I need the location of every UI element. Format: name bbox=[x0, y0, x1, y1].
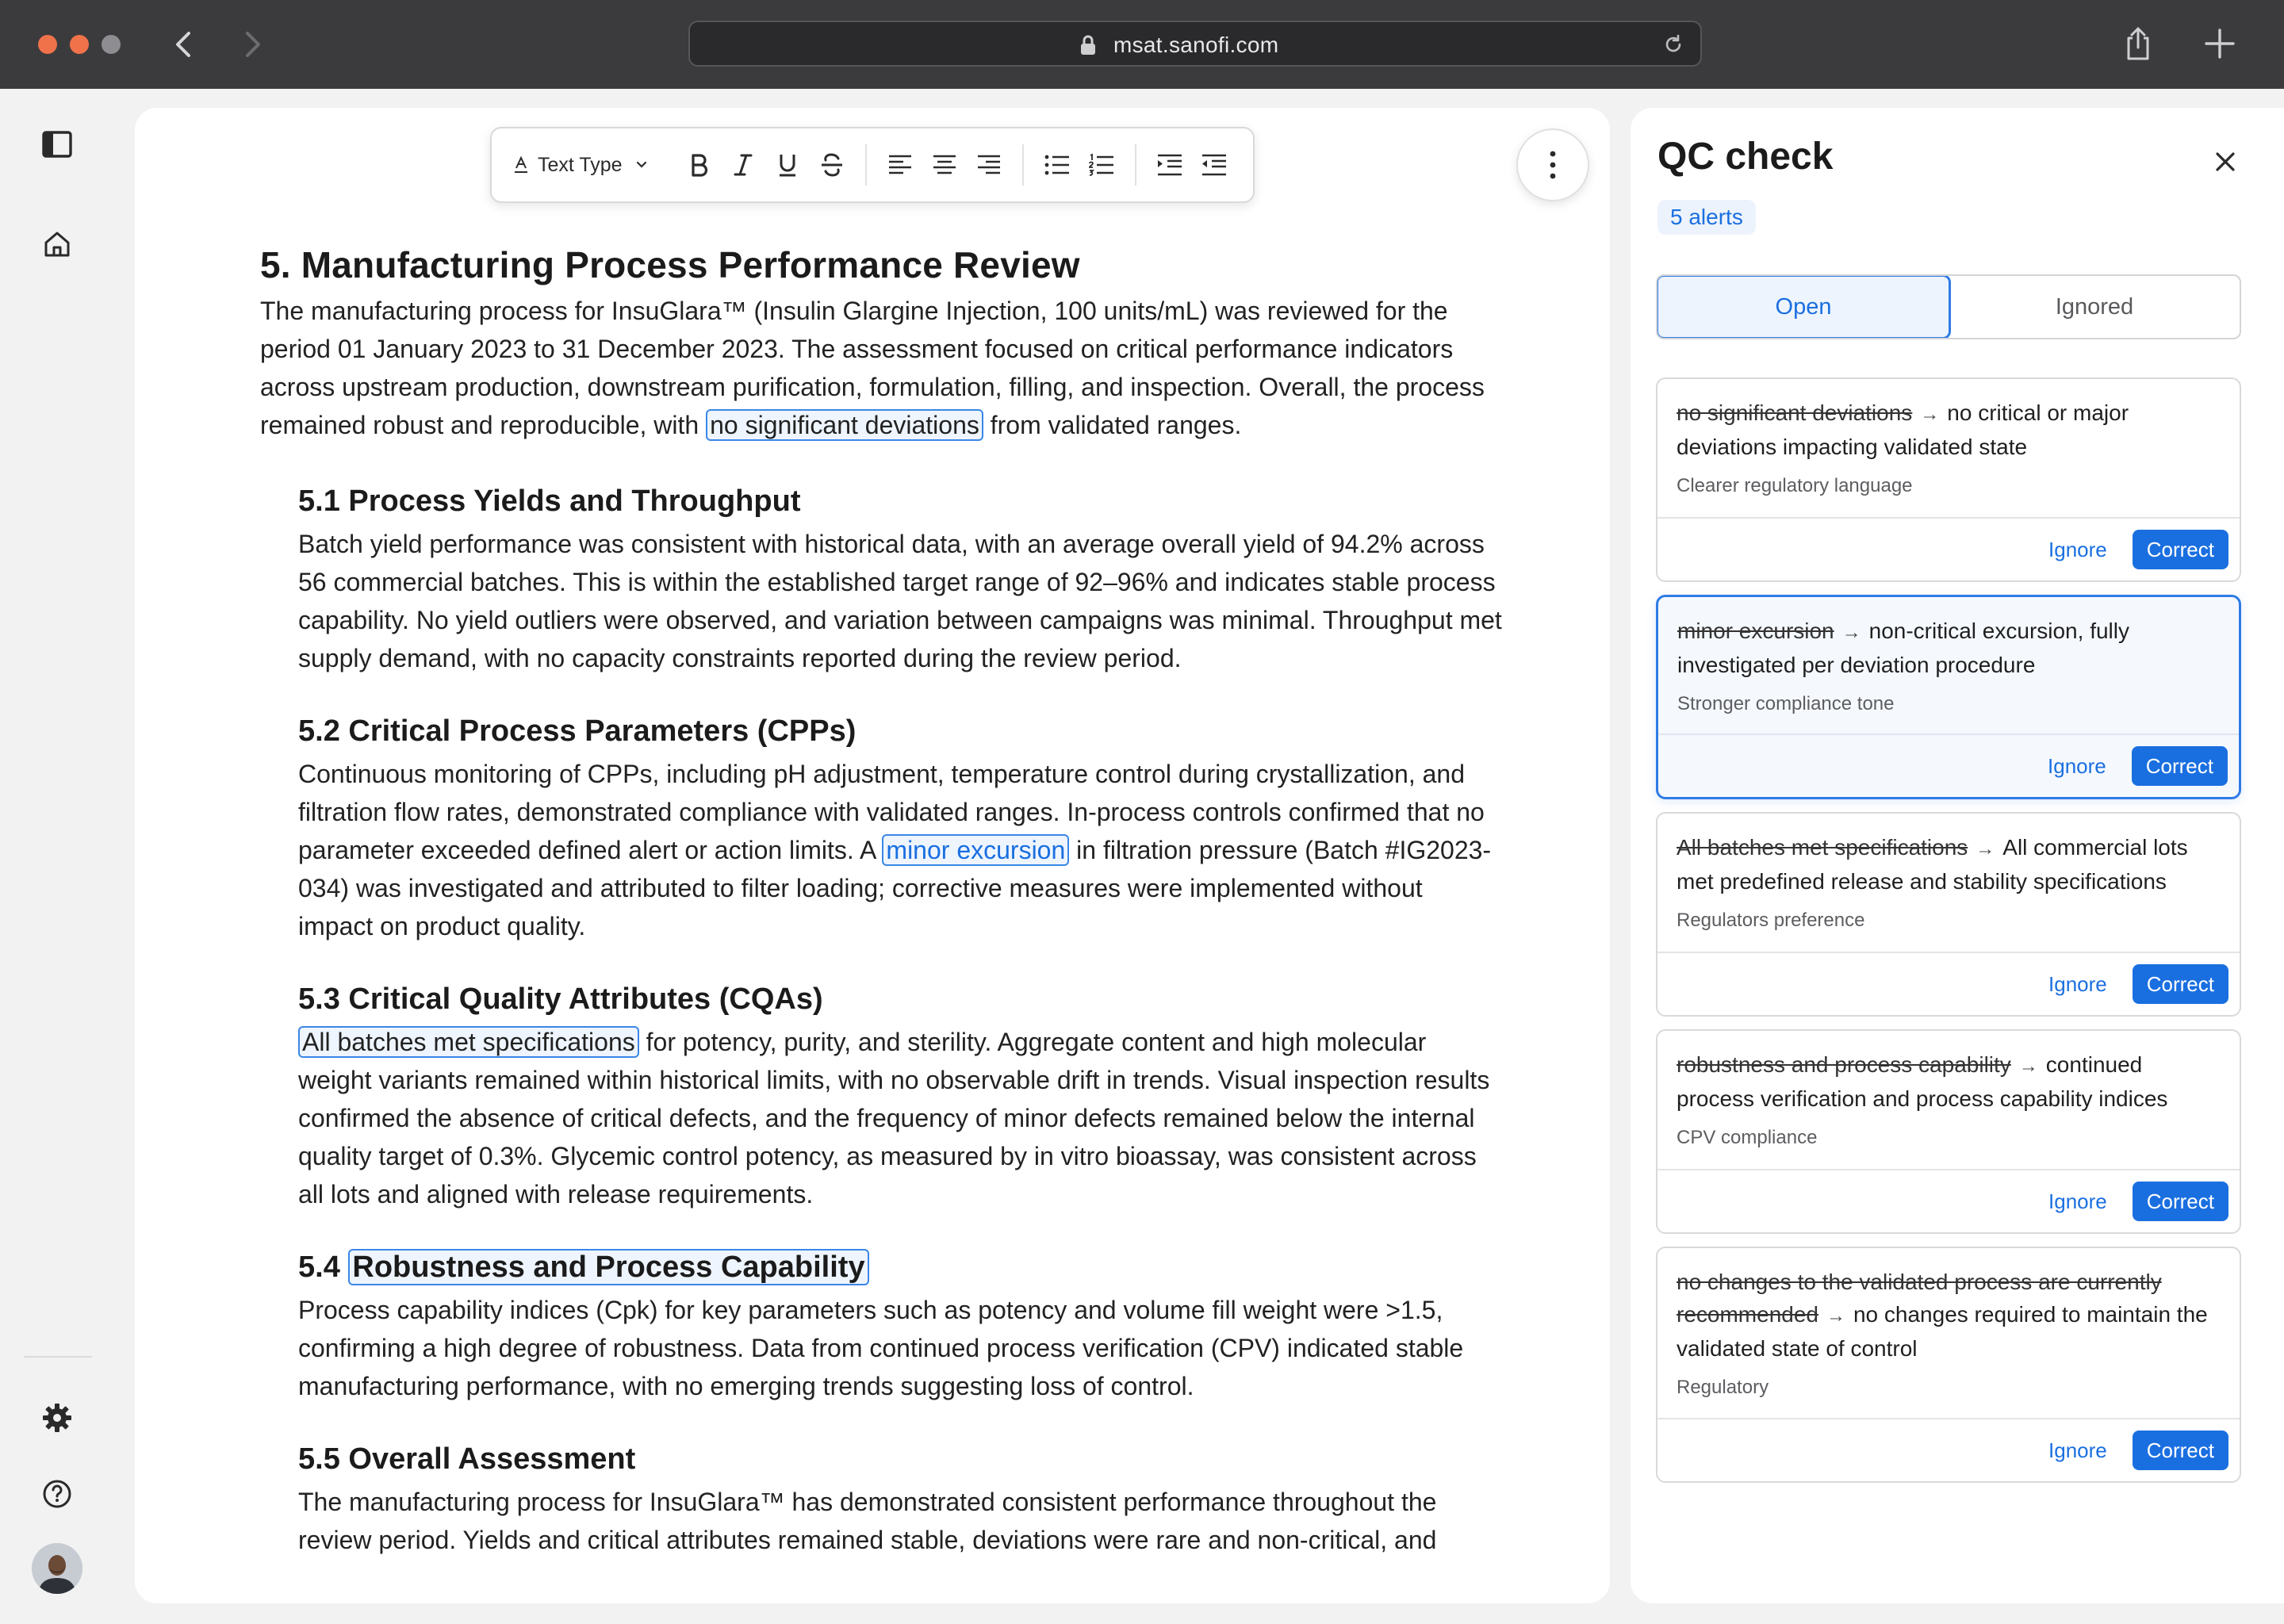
suggestion-text bbox=[1677, 1048, 2221, 1115]
suggested-phrase: non-critical excursion, fully investigated per deviation procedure bbox=[1677, 619, 2129, 677]
back-button[interactable] bbox=[167, 27, 201, 62]
align-right-button[interactable] bbox=[967, 143, 1011, 187]
suggestion-reason: Clearer regulatory language bbox=[1677, 475, 1913, 496]
indent-icon bbox=[1156, 153, 1183, 177]
flagged-phrase[interactable]: minor excursion bbox=[882, 834, 1069, 866]
section-paragraph: Batch yield performance was consistent with historical data, with an average overall yield of 94.2% across 56 commercial batches. This is within the established target range of 92–96% and indicates stable process capability. No yield outliers were observed, and variation between campaigns was minimal. Throughput met supply demand, with no capacity constraints reported during the review period. bbox=[298, 530, 1502, 672]
tab-ignored[interactable]: Ignored bbox=[2055, 293, 2134, 320]
status-tabs bbox=[1656, 274, 2241, 339]
card-actions bbox=[1657, 1418, 2240, 1481]
text-type-label: Text Type bbox=[538, 153, 623, 176]
more-vertical-icon bbox=[1548, 149, 1558, 181]
document-content[interactable] bbox=[260, 241, 1608, 1559]
section-paragraph: Process capability indices (Cpk) for key parameters such as potency and volume fill weight were >1.5, confirming a high degree of robustness. Data from continued process verification (CPV) indicated stable manufacturing performance, with no emerging trends suggesting loss of control. bbox=[298, 1296, 1464, 1400]
section-text-after: in filtration pressure (Batch #IG2023-034) was investigated and attributed to filter loading; corrective measures were implemented without impact on product quality. bbox=[298, 836, 1492, 940]
section-number: 5.4 bbox=[298, 1251, 340, 1284]
flagged-phrase[interactable]: no significant deviations bbox=[706, 409, 983, 441]
original-phrase: minor excursion bbox=[1677, 619, 1834, 643]
section-heading: 5.2 Critical Process Parameters (CPPs) bbox=[298, 714, 856, 748]
url-text: msat.sanofi.com bbox=[1113, 33, 1279, 57]
arrow-right-icon: → bbox=[2018, 1055, 2038, 1077]
ignore-button[interactable]: Ignore bbox=[2048, 971, 2107, 996]
alert-card[interactable] bbox=[1656, 1247, 2241, 1483]
align-left-button[interactable] bbox=[878, 143, 922, 187]
plus-icon bbox=[2202, 25, 2238, 62]
settings-button[interactable] bbox=[40, 1400, 75, 1435]
suggested-phrase: no critical or major deviations impacting validated state bbox=[1677, 400, 2129, 459]
document-pane bbox=[135, 108, 1610, 1603]
rail-divider bbox=[24, 1356, 92, 1358]
strikethrough-icon bbox=[819, 151, 845, 178]
bullet-list-button[interactable] bbox=[1035, 143, 1079, 187]
help-button[interactable] bbox=[40, 1477, 75, 1511]
section-heading: 5.3 Critical Quality Attributes (CQAs) bbox=[298, 982, 823, 1016]
chevron-right-icon bbox=[235, 27, 270, 62]
card-actions bbox=[1658, 733, 2239, 797]
italic-button[interactable] bbox=[721, 143, 765, 187]
bold-button[interactable] bbox=[676, 143, 721, 187]
ignore-button[interactable]: Ignore bbox=[2048, 1189, 2107, 1213]
gear-icon bbox=[40, 1400, 75, 1435]
suggestion-text bbox=[1677, 396, 2221, 463]
original-phrase: no significant deviations bbox=[1677, 400, 1913, 425]
card-actions bbox=[1657, 517, 2240, 580]
suggested-phrase: All commercial lots met predefined release and stability specifications bbox=[1677, 835, 2188, 894]
correct-button[interactable]: Correct bbox=[2133, 530, 2228, 569]
suggestion-reason: Regulators preference bbox=[1677, 910, 1865, 931]
minimize-window-button[interactable] bbox=[70, 35, 89, 54]
original-phrase: All batches met specifications bbox=[1677, 835, 1968, 860]
panel-title: QC check bbox=[1657, 136, 1834, 178]
forward-button[interactable] bbox=[235, 27, 270, 62]
section-text-after: for potency, purity, and sterility. Aggregate content and high molecular weight variants remained within historical limits, with no observable drift in trends. Visual inspection results confirmed the absence of critical defects, and the frequency of minor defects remained below the internal quality target of 0.3%. Glycemic control potency, as measured by in vitro bioassay, was consistent across all lots and aligned with release requirements. bbox=[298, 1028, 1490, 1208]
align-center-icon bbox=[932, 153, 957, 177]
outdent-icon bbox=[1201, 153, 1228, 177]
arrow-right-icon: → bbox=[1841, 622, 1861, 643]
toolbar-separator bbox=[1022, 144, 1024, 186]
indent-button[interactable] bbox=[1148, 143, 1192, 187]
close-window-button[interactable] bbox=[38, 35, 57, 54]
alert-card-selected[interactable] bbox=[1656, 595, 2241, 799]
tab-open[interactable]: Open bbox=[1656, 274, 1951, 339]
original-phrase: robustness and process capability bbox=[1677, 1052, 2011, 1077]
correct-button[interactable]: Correct bbox=[2133, 964, 2228, 1004]
section-heading: 5.5 Overall Assessment bbox=[298, 1442, 636, 1476]
alert-card[interactable] bbox=[1656, 377, 2241, 582]
new-tab-button[interactable] bbox=[2202, 25, 2238, 62]
page-title: 5. Manufacturing Process Performance Review bbox=[260, 244, 1080, 285]
align-left-icon bbox=[887, 153, 913, 177]
flagged-phrase[interactable]: All batches met specifications bbox=[298, 1026, 639, 1058]
suggestion-reason: Stronger compliance tone bbox=[1677, 693, 1895, 714]
help-icon bbox=[40, 1477, 75, 1511]
ignore-button[interactable]: Ignore bbox=[2048, 1438, 2107, 1462]
section-paragraph bbox=[298, 755, 1504, 945]
reload-icon[interactable] bbox=[1662, 33, 1684, 56]
suggestion-text bbox=[1677, 615, 2220, 681]
correct-button[interactable]: Correct bbox=[2132, 746, 2228, 786]
section-paragraph bbox=[298, 1023, 1504, 1213]
flagged-phrase[interactable]: Robustness and Process Capability bbox=[348, 1249, 868, 1285]
text-type-dropdown[interactable] bbox=[512, 143, 648, 187]
qc-panel bbox=[1631, 108, 2284, 1603]
align-center-button[interactable] bbox=[922, 143, 967, 187]
close-panel-button[interactable] bbox=[2206, 143, 2244, 181]
lock-icon bbox=[1079, 35, 1098, 56]
suggested-phrase: continued process verification and process capability indices bbox=[1677, 1052, 2168, 1111]
intro-paragraph bbox=[260, 292, 1497, 444]
toolbar-separator bbox=[1135, 144, 1136, 186]
ignore-button[interactable]: Ignore bbox=[2048, 753, 2106, 778]
correct-button[interactable]: Correct bbox=[2133, 1431, 2228, 1470]
format-toolbar bbox=[490, 127, 1255, 203]
close-icon bbox=[2206, 143, 2244, 181]
address-bar[interactable] bbox=[688, 21, 1702, 67]
toolbar-separator bbox=[865, 144, 867, 186]
share-icon bbox=[2122, 25, 2154, 62]
left-rail bbox=[0, 89, 114, 1624]
ignore-button[interactable]: Ignore bbox=[2048, 537, 2107, 561]
home-icon bbox=[40, 227, 75, 262]
suggestion-text bbox=[1677, 1266, 2221, 1365]
arrow-right-icon: → bbox=[1826, 1305, 1845, 1327]
suggestion-text bbox=[1677, 831, 2221, 898]
bold-icon bbox=[687, 151, 711, 178]
chevron-down-icon bbox=[635, 160, 648, 170]
text-style-icon bbox=[512, 155, 530, 174]
more-options-button[interactable] bbox=[1516, 128, 1589, 201]
card-actions bbox=[1657, 1169, 2240, 1232]
chevron-left-icon bbox=[167, 27, 201, 62]
card-actions bbox=[1657, 952, 2240, 1015]
section-heading: 5.1 Process Yields and Throughput bbox=[298, 485, 801, 518]
toggle-sidebar-button[interactable] bbox=[40, 127, 75, 162]
user-avatar-image bbox=[32, 1543, 82, 1594]
section-text-before: Continuous monitoring of CPPs, including pH adjustment, temperature control during crystallization, and filtration flow rates, demonstrated compliance with validated ranges. In-process controls confirmed that no parameter exceeded defined alert or action limits. A bbox=[298, 760, 1485, 864]
numbered-list-button[interactable] bbox=[1079, 143, 1124, 187]
suggestion-reason: Regulatory bbox=[1677, 1377, 1769, 1398]
suggestion-reason: CPV compliance bbox=[1677, 1127, 1818, 1148]
bullet-list-icon bbox=[1044, 153, 1071, 177]
intro-text-after: from validated ranges. bbox=[990, 411, 1242, 439]
arrow-right-icon: → bbox=[1976, 838, 1995, 860]
alert-card[interactable] bbox=[1656, 812, 2241, 1017]
numbered-list-icon bbox=[1088, 153, 1115, 177]
underline-button[interactable] bbox=[765, 143, 810, 187]
underline-icon bbox=[776, 151, 799, 178]
outdent-button[interactable] bbox=[1192, 143, 1236, 187]
original-phrase: no changes to the validated process are currently recommended bbox=[1677, 1270, 2162, 1327]
arrow-right-icon: → bbox=[1920, 404, 1940, 425]
italic-icon bbox=[731, 151, 755, 178]
section-heading bbox=[298, 1247, 1608, 1288]
alerts-badge: 5 alerts bbox=[1657, 200, 1756, 235]
section-paragraph: The manufacturing process for InsuGlara™ has demonstrated consistent performance throughout the review period. Yields and critical attributes remained stable, deviations were rare and non-critical, and bbox=[298, 1488, 1437, 1554]
maximize-window-button[interactable] bbox=[102, 35, 121, 54]
intro-text-before: The manufacturing process for InsuGlara™ (Insulin Glargine Injection, 100 units/mL) was reviewed for the period 01 January 2023 to 31 December 2023. The assessment focused on critical performance indicators across upstream production, downstream purification, formulation, filling, and inspection. Overall, the process remained robust and reproducible, with bbox=[260, 297, 1485, 439]
suggested-phrase: no changes required to maintain the validated state of control bbox=[1677, 1302, 2208, 1361]
home-button[interactable] bbox=[40, 227, 75, 262]
strikethrough-button[interactable] bbox=[810, 143, 854, 187]
avatar[interactable] bbox=[32, 1543, 82, 1594]
align-right-icon bbox=[976, 153, 1002, 177]
correct-button[interactable]: Correct bbox=[2133, 1182, 2228, 1221]
browser-toolbar bbox=[0, 0, 2284, 89]
sidebar-icon bbox=[40, 127, 75, 162]
share-button[interactable] bbox=[2122, 25, 2154, 62]
alert-card[interactable] bbox=[1656, 1029, 2241, 1234]
